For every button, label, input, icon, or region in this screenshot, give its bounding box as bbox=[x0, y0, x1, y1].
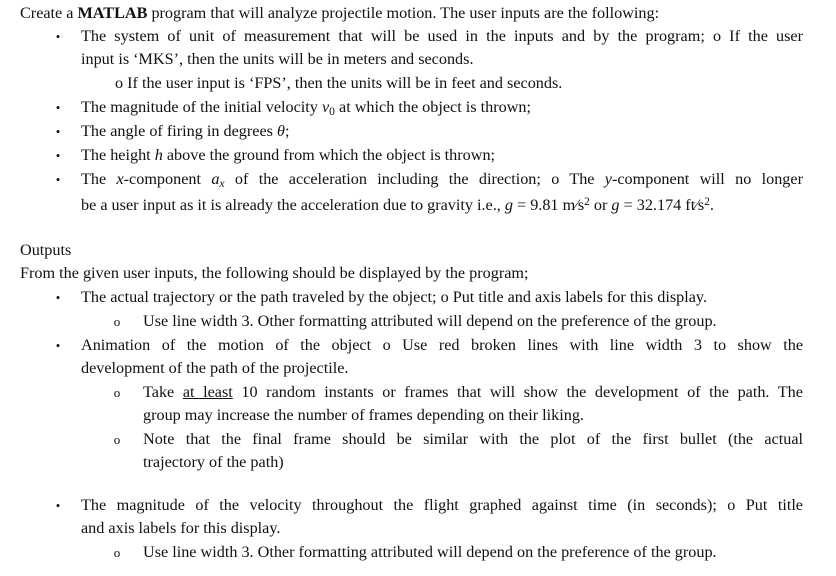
circle-bullet-icon: o bbox=[113, 432, 121, 447]
input-acceleration-line1: The x-component $a_x$ of the acceleration including the direction; o The y-component will no longer bbox=[81, 170, 803, 190]
outputs-heading: Outputs bbox=[20, 241, 72, 259]
output-animation-frames-line2: group may increase the number of frames depending on their liking. bbox=[143, 406, 584, 424]
output-trajectory: The actual trajectory or the path traveled by the object; o Put title and axis labels for this display. bbox=[81, 288, 708, 306]
circle-bullet-icon: o bbox=[113, 545, 121, 560]
circle-bullet-icon: o bbox=[113, 314, 121, 329]
output-animation-line1: Animation of the motion of the object o Use red broken lines with line width 3 to show the bbox=[81, 336, 803, 354]
input-units-fps: o If the user input is ‘FPS’, then the units will be in feet and seconds. bbox=[115, 74, 563, 92]
output-animation-note-line1: Note that the final frame should be similar with the plot of the first bullet (the actual bbox=[143, 430, 803, 448]
output-trajectory-linewidth: Use line width 3. Other formatting attributed will depend on the preference of the group. bbox=[143, 312, 717, 330]
output-velocity-line1: The magnitude of the velocity throughout the flight graphed against time (in seconds); o Put title bbox=[81, 496, 803, 514]
circle-bullet-icon: o bbox=[113, 385, 121, 400]
bullet-icon: • bbox=[55, 29, 61, 44]
input-acceleration-line2: be a user input as it is already the acceleration due to gravity i.e., g = 9.81 $m⁄s^2$ or g = 32.174 $ft⁄s^2$. bbox=[81, 196, 714, 215]
output-animation-frames-line1: Take at least 10 random instants or frames that will show the development of the path. The bbox=[143, 383, 803, 401]
bullet-icon: • bbox=[55, 148, 61, 163]
bullet-icon: • bbox=[55, 100, 61, 115]
intro-line: Create a MATLAB program that will analyze projectile motion. The user inputs are the following: bbox=[20, 4, 660, 22]
bullet-icon: • bbox=[55, 124, 61, 139]
bullet-icon: • bbox=[55, 338, 61, 353]
input-units-line1: The system of unit of measurement that will be used in the inputs and by the program; o If the user bbox=[81, 27, 803, 45]
outputs-intro: From the given user inputs, the following should be displayed by the program; bbox=[20, 264, 529, 282]
input-height: The height h above the ground from which the object is thrown; bbox=[81, 146, 496, 164]
input-velocity: The magnitude of the initial velocity $v_0$ at which the object is thrown; bbox=[81, 98, 531, 118]
output-animation-line2: development of the path of the projectile. bbox=[81, 359, 349, 377]
output-velocity-line2: and axis labels for this display. bbox=[81, 519, 281, 537]
output-animation-note-line2: trajectory of the path) bbox=[143, 453, 284, 471]
bullet-icon: • bbox=[55, 498, 61, 513]
output-velocity-linewidth: Use line width 3. Other formatting attributed will depend on the preference of the group. bbox=[143, 543, 717, 561]
input-units-line2: input is ‘MKS’, then the units will be in meters and seconds. bbox=[81, 50, 474, 68]
input-angle: The angle of firing in degrees θ; bbox=[81, 122, 290, 140]
bullet-icon: • bbox=[55, 172, 61, 187]
matlab-bold: MATLAB bbox=[77, 4, 148, 22]
bullet-icon: • bbox=[55, 290, 61, 305]
